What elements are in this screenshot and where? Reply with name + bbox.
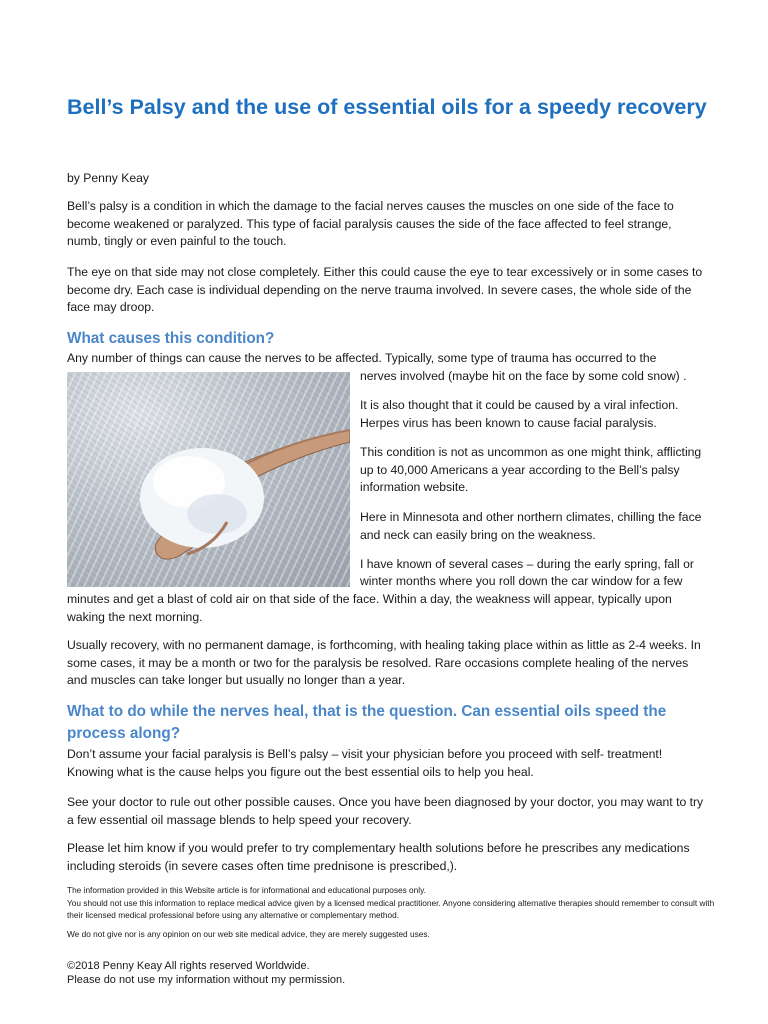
oils-paragraph-2: See your doctor to rule out other possible causes. Once you have been diagnosed by your doctor, you may want to try a few essential oil massage blends to help speed your recovery. (67, 795, 704, 827)
causes-lead-line-1: Any number of things can cause the nerves to be affected. Typically, some type of trauma has occurred to the (67, 351, 657, 365)
intro-paragraph-1: Bell’s palsy is a condition in which the damage to the facial nerves causes the muscles on one side of the face to become weakened or paralyzed. This type of facial paralysis causes the side of the face affected to feel strange, numb, tingly or even painful to the touch. (67, 199, 674, 248)
causes-viral-paragraph: It is also thought that it could be caused by a viral infection. Herpes virus has been known to cause facial paralysis. (360, 398, 679, 430)
causes-common-paragraph: This condition is not as uncommon as one might think, afflicting up to 40,000 Americans a year according to the Bell’s palsy information website. (360, 445, 702, 494)
disclaimer-line-2: You should not use this information to replace medical advice given by a licensed medical practitioner. Anyone considering alternative therapies should remember to consult with their licensed medical professional before using any alternative or complementary method. (67, 898, 715, 920)
copyright-line-2: Please do not use my information without my permission. (67, 974, 346, 986)
disclaimer-line-1: The information provided in this Website article is for informational and educational purposes only. (67, 885, 426, 895)
section-heading-causes: What causes this condition? (67, 330, 275, 347)
intro-paragraph-2: The eye on that side may not close completely. Either this could cause the eye to tear excessively or in some cases to become dry. Each case is individual depending on the nerve trauma involved. In severe cases, the whole side of the face may droop. (67, 265, 703, 314)
article-title: Bell’s Palsy and the use of essential oils for a speedy recovery (67, 95, 707, 119)
snowball-hand-photo (67, 372, 350, 587)
causes-lead-line-2: nerves involved (maybe hit on the face by some cold snow) . (360, 369, 687, 383)
disclaimer-line-3: We do not give nor is any opinion on our web site medical advice, they are merely suggested uses. (67, 929, 430, 939)
oils-paragraph-3: Please let him know if you would prefer to try complementary health solutions before he prescribes any medications including steroids (in severe cases often time prednisone is prescribed,). (67, 841, 690, 873)
recovery-paragraph: Usually recovery, with no permanent damage, is forthcoming, with healing taking place within as little as 2-4 weeks. In some cases, it may be a month or two for the paralysis be resolved. Rare occasions complete healing of the nerves and muscles can take longer but usually no longer than a year. (67, 638, 701, 687)
cases-line-1: I have known of several cases – during the early spring, fall or (360, 557, 694, 571)
copyright-line-1: ©2018 Penny Keay All rights reserved Worldwide. (67, 960, 310, 972)
section-heading-essential-oils: What to do while the nerves heal, that is the question. Can essential oils speed the process along? (67, 703, 667, 742)
cases-paragraph-rest: minutes and get a blast of cold air on that side of the face. Within a day, the weakness will appear, typically upon waking the next morning. (67, 592, 672, 624)
cases-line-2: winter months where you roll down the car window for a few (360, 574, 683, 588)
byline: by Penny Keay (67, 171, 149, 185)
oils-paragraph-1: Don’t assume your facial paralysis is Bell’s palsy – visit your physician before you proceed with self- treatment! Knowing what is the cause helps you figure out the best essential oils to help you heal. (67, 747, 663, 779)
causes-minnesota-paragraph: Here in Minnesota and other northern climates, chilling the face and neck can easily bring on the weakness. (360, 510, 702, 542)
